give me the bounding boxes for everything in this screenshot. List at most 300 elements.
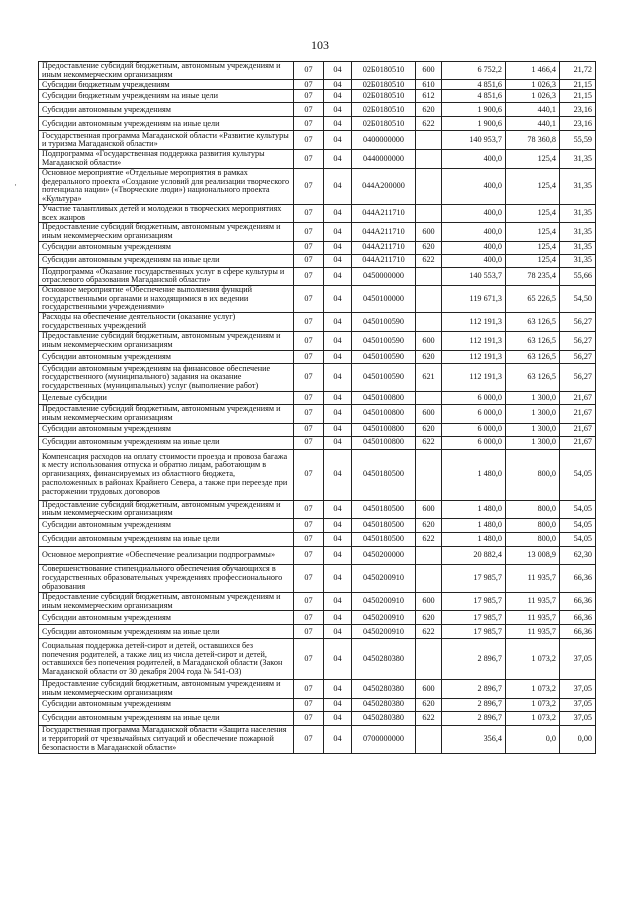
cell-target-article: 0450180500 — [352, 532, 416, 546]
cell-name: Государственная программа Магаданской области «Развитие культуры и туризма Магаданской области» — [39, 131, 294, 150]
cell-target-article: 0450200910 — [352, 564, 416, 592]
cell-expense-type: 610 — [416, 80, 442, 90]
table-row — [39, 286, 596, 313]
cell-expense-type — [416, 639, 442, 680]
cell-percent: 66,36 — [560, 592, 596, 610]
cell-percent: 21,67 — [560, 436, 596, 449]
cell-expense-type — [416, 392, 442, 405]
cell-planned: 4 851,6 — [442, 90, 506, 103]
cell-subsection: 04 — [324, 500, 352, 518]
cell-percent: 37,05 — [560, 711, 596, 725]
table-row — [39, 423, 596, 436]
table-body — [39, 62, 596, 754]
cell-subsection: 04 — [324, 405, 352, 423]
cell-percent: 66,36 — [560, 564, 596, 592]
cell-expense-type — [416, 725, 442, 753]
cell-target-article: 0450280380 — [352, 680, 416, 698]
cell-percent: 37,05 — [560, 680, 596, 698]
cell-planned: 400,0 — [442, 168, 506, 204]
table-row — [39, 241, 596, 254]
cell-executed: 11 935,7 — [506, 592, 560, 610]
cell-expense-type — [416, 150, 442, 168]
cell-subsection: 04 — [324, 725, 352, 753]
cell-name: Компенсация расходов на оплату стоимости проезда и провоза багажа к месту использования отпуска и обратно лицам, работающим в организациях, финансируемых из областного бюджета, расположенных в районах Крайнего Севера, а также при переезде при расторжении трудовых договоров — [39, 449, 294, 500]
cell-section: 07 — [294, 698, 324, 711]
cell-subsection: 04 — [324, 518, 352, 532]
cell-section: 07 — [294, 405, 324, 423]
cell-target-article: 0450100000 — [352, 286, 416, 313]
cell-name: Субсидии автономным учреждениям — [39, 423, 294, 436]
cell-planned: 112 191,3 — [442, 313, 506, 332]
table-row — [39, 532, 596, 546]
table-row — [39, 625, 596, 639]
cell-name: Предоставление субсидий бюджетным, автономным учреждениям и иным некоммерческим организациям — [39, 500, 294, 518]
cell-subsection: 04 — [324, 332, 352, 351]
cell-name: Основное мероприятие «Обеспечение реализации подпрограммы» — [39, 546, 294, 564]
cell-executed: 1 026,3 — [506, 90, 560, 103]
table-row — [39, 80, 596, 90]
cell-name: Субсидии автономным учреждениям — [39, 518, 294, 532]
cell-target-article: 0700000000 — [352, 725, 416, 753]
cell-target-article: 02Б0180510 — [352, 62, 416, 80]
cell-planned: 6 000,0 — [442, 423, 506, 436]
cell-planned: 2 896,7 — [442, 711, 506, 725]
cell-target-article: 044A200000 — [352, 168, 416, 204]
cell-planned: 4 851,6 — [442, 80, 506, 90]
cell-section: 07 — [294, 223, 324, 241]
cell-executed: 11 935,7 — [506, 611, 560, 625]
cell-executed: 1 466,4 — [506, 62, 560, 80]
cell-expense-type: 600 — [416, 62, 442, 80]
cell-subsection: 04 — [324, 680, 352, 698]
cell-percent: 54,05 — [560, 518, 596, 532]
table-row — [39, 680, 596, 698]
cell-name: Предоставление субсидий бюджетным, автономным учреждениям и иным некоммерческим организациям — [39, 223, 294, 241]
cell-subsection: 04 — [324, 564, 352, 592]
cell-target-article: 02Б0180510 — [352, 117, 416, 131]
cell-percent: 21,67 — [560, 392, 596, 405]
cell-planned: 2 896,7 — [442, 680, 506, 698]
cell-name: Субсидии автономным учреждениям на иные цели — [39, 254, 294, 267]
cell-target-article: 0450100800 — [352, 436, 416, 449]
cell-target-article: 0450000000 — [352, 267, 416, 285]
cell-percent: 31,35 — [560, 204, 596, 222]
cell-percent: 31,35 — [560, 241, 596, 254]
cell-executed: 11 935,7 — [506, 564, 560, 592]
cell-name: Предоставление субсидий бюджетным, автономным учреждениям и иным некоммерческим организациям — [39, 332, 294, 351]
cell-planned: 2 896,7 — [442, 639, 506, 680]
cell-planned: 1 480,0 — [442, 500, 506, 518]
cell-subsection: 04 — [324, 117, 352, 131]
cell-planned: 1 900,6 — [442, 103, 506, 117]
cell-planned: 6 000,0 — [442, 405, 506, 423]
cell-subsection: 04 — [324, 254, 352, 267]
cell-section: 07 — [294, 625, 324, 639]
cell-expense-type — [416, 131, 442, 150]
cell-subsection: 04 — [324, 267, 352, 285]
cell-planned: 400,0 — [442, 254, 506, 267]
cell-percent: 54,05 — [560, 449, 596, 500]
cell-section: 07 — [294, 241, 324, 254]
table-row — [39, 546, 596, 564]
cell-planned: 6 000,0 — [442, 392, 506, 405]
cell-name: Субсидии автономным учреждениям — [39, 611, 294, 625]
cell-section: 07 — [294, 332, 324, 351]
cell-executed: 1 073,2 — [506, 639, 560, 680]
cell-subsection: 04 — [324, 103, 352, 117]
cell-executed: 800,0 — [506, 518, 560, 532]
cell-name: Основное мероприятие «Отдельные мероприятия в рамках федерального проекта «Создание условий для реализации творческого потенциала нации» («Творческие люди») национального проекта «Культура» — [39, 168, 294, 204]
cell-target-article: 0450180500 — [352, 449, 416, 500]
cell-section: 07 — [294, 150, 324, 168]
cell-executed: 125,4 — [506, 150, 560, 168]
table-row — [39, 313, 596, 332]
cell-subsection: 04 — [324, 449, 352, 500]
cell-executed: 1 300,0 — [506, 436, 560, 449]
table-row — [39, 449, 596, 500]
cell-section: 07 — [294, 518, 324, 532]
cell-expense-type: 600 — [416, 592, 442, 610]
table-row — [39, 254, 596, 267]
cell-expense-type: 620 — [416, 103, 442, 117]
cell-expense-type: 612 — [416, 90, 442, 103]
cell-executed: 1 300,0 — [506, 392, 560, 405]
cell-target-article: 044A211710 — [352, 241, 416, 254]
cell-planned: 112 191,3 — [442, 351, 506, 364]
cell-planned: 356,4 — [442, 725, 506, 753]
cell-name: Субсидии автономным учреждениям на иные цели — [39, 117, 294, 131]
scan-dot: · — [14, 180, 17, 190]
cell-executed: 1 073,2 — [506, 680, 560, 698]
cell-executed: 125,4 — [506, 168, 560, 204]
cell-subsection: 04 — [324, 90, 352, 103]
cell-section: 07 — [294, 592, 324, 610]
cell-planned: 400,0 — [442, 150, 506, 168]
cell-target-article: 0450100590 — [352, 351, 416, 364]
cell-planned: 6 000,0 — [442, 436, 506, 449]
cell-target-article: 0450100590 — [352, 313, 416, 332]
cell-executed: 78 235,4 — [506, 267, 560, 285]
table-row — [39, 150, 596, 168]
cell-planned: 1 480,0 — [442, 532, 506, 546]
cell-target-article: 02Б0180510 — [352, 90, 416, 103]
cell-name: Предоставление субсидий бюджетным, автономным учреждениям и иным некоммерческим организациям — [39, 62, 294, 80]
cell-section: 07 — [294, 680, 324, 698]
cell-name: Субсидии автономным учреждениям — [39, 241, 294, 254]
cell-target-article: 0440000000 — [352, 150, 416, 168]
cell-executed: 1 026,3 — [506, 80, 560, 90]
cell-section: 07 — [294, 80, 324, 90]
cell-executed: 13 008,9 — [506, 546, 560, 564]
cell-target-article: 0450280380 — [352, 639, 416, 680]
cell-name: Субсидии автономным учреждениям — [39, 103, 294, 117]
cell-name: Участие талантливых детей и молодежи в творческих мероприятиях всех жанров — [39, 204, 294, 222]
cell-name: Социальная поддержка детей-сирот и детей, оставшихся без попечения родителей, а также лиц из числа детей-сирот и детей, оставшихся без попечения родителей, в Магаданской области (Закон Магаданской области от 30 декабря 2004 года № 541-ОЗ) — [39, 639, 294, 680]
cell-target-article: 0450200000 — [352, 546, 416, 564]
cell-target-article: 0450200910 — [352, 625, 416, 639]
cell-subsection: 04 — [324, 351, 352, 364]
table-row — [39, 405, 596, 423]
cell-executed: 125,4 — [506, 254, 560, 267]
cell-percent: 56,27 — [560, 332, 596, 351]
cell-target-article: 02Б0180510 — [352, 80, 416, 90]
cell-expense-type — [416, 564, 442, 592]
cell-section: 07 — [294, 254, 324, 267]
cell-subsection: 04 — [324, 625, 352, 639]
cell-percent: 21,67 — [560, 423, 596, 436]
cell-name: Субсидии автономным учреждениям на иные цели — [39, 625, 294, 639]
cell-section: 07 — [294, 117, 324, 131]
cell-percent: 37,05 — [560, 698, 596, 711]
cell-section: 07 — [294, 546, 324, 564]
table-row — [39, 131, 596, 150]
table-row — [39, 500, 596, 518]
table-row — [39, 90, 596, 103]
table-row — [39, 332, 596, 351]
cell-subsection: 04 — [324, 364, 352, 392]
cell-percent: 54,05 — [560, 500, 596, 518]
cell-target-article: 0450180500 — [352, 500, 416, 518]
cell-percent: 56,27 — [560, 313, 596, 332]
cell-section: 07 — [294, 423, 324, 436]
cell-section: 07 — [294, 168, 324, 204]
cell-planned: 6 752,2 — [442, 62, 506, 80]
cell-name: Основное мероприятие «Обеспечение выполнения функций государственными органами и находящимися в их ведении государственными учреждениями» — [39, 286, 294, 313]
cell-executed: 63 126,5 — [506, 364, 560, 392]
cell-executed: 65 226,5 — [506, 286, 560, 313]
cell-subsection: 04 — [324, 131, 352, 150]
cell-executed: 125,4 — [506, 223, 560, 241]
cell-subsection: 04 — [324, 286, 352, 313]
cell-subsection: 04 — [324, 223, 352, 241]
cell-name: Субсидии автономным учреждениям на иные цели — [39, 532, 294, 546]
cell-executed: 63 126,5 — [506, 351, 560, 364]
cell-percent: 31,35 — [560, 150, 596, 168]
cell-executed: 440,1 — [506, 103, 560, 117]
cell-expense-type: 620 — [416, 423, 442, 436]
cell-name: Расходы на обеспечение деятельности (оказание услуг) государственных учреждений — [39, 313, 294, 332]
cell-expense-type: 620 — [416, 518, 442, 532]
cell-percent: 37,05 — [560, 639, 596, 680]
cell-target-article: 0450100800 — [352, 423, 416, 436]
cell-subsection: 04 — [324, 592, 352, 610]
cell-subsection: 04 — [324, 611, 352, 625]
cell-executed: 11 935,7 — [506, 625, 560, 639]
cell-section: 07 — [294, 62, 324, 80]
table-row — [39, 392, 596, 405]
cell-section: 07 — [294, 436, 324, 449]
cell-planned: 17 985,7 — [442, 564, 506, 592]
cell-subsection: 04 — [324, 241, 352, 254]
table-row — [39, 103, 596, 117]
table-row — [39, 364, 596, 392]
cell-percent: 21,67 — [560, 405, 596, 423]
cell-target-article: 0450100590 — [352, 332, 416, 351]
cell-expense-type: 620 — [416, 241, 442, 254]
cell-expense-type: 622 — [416, 711, 442, 725]
cell-name: Подпрограмма «Государственная поддержка развития культуры Магаданской области» — [39, 150, 294, 168]
cell-expense-type — [416, 449, 442, 500]
cell-expense-type: 622 — [416, 532, 442, 546]
cell-section: 07 — [294, 364, 324, 392]
cell-name: Государственная программа Магаданской области «Защита населения и территорий от чрезвычайных ситуаций и обеспечение пожарной безопасности в Магаданской области» — [39, 725, 294, 753]
cell-executed: 440,1 — [506, 117, 560, 131]
cell-name: Субсидии автономным учреждениям на иные цели — [39, 436, 294, 449]
cell-percent: 31,35 — [560, 254, 596, 267]
cell-target-article: 02Б0180510 — [352, 103, 416, 117]
cell-executed: 125,4 — [506, 241, 560, 254]
cell-planned: 112 191,3 — [442, 364, 506, 392]
table-row — [39, 725, 596, 753]
cell-planned: 17 985,7 — [442, 611, 506, 625]
cell-section: 07 — [294, 204, 324, 222]
table-row — [39, 698, 596, 711]
cell-target-article: 044A211710 — [352, 223, 416, 241]
cell-executed: 1 300,0 — [506, 405, 560, 423]
cell-name: Предоставление субсидий бюджетным, автономным учреждениям и иным некоммерческим организациям — [39, 592, 294, 610]
cell-planned: 17 985,7 — [442, 625, 506, 639]
cell-planned: 20 882,4 — [442, 546, 506, 564]
table-row — [39, 436, 596, 449]
cell-expense-type: 622 — [416, 117, 442, 131]
cell-planned: 1 480,0 — [442, 449, 506, 500]
cell-subsection: 04 — [324, 423, 352, 436]
cell-name: Субсидии автономным учреждениям на иные цели — [39, 711, 294, 725]
cell-planned: 119 671,3 — [442, 286, 506, 313]
cell-executed: 0,0 — [506, 725, 560, 753]
cell-section: 07 — [294, 90, 324, 103]
cell-executed: 1 073,2 — [506, 698, 560, 711]
cell-name: Предоставление субсидий бюджетным, автономным учреждениям и иным некоммерческим организациям — [39, 680, 294, 698]
cell-percent: 21,15 — [560, 80, 596, 90]
cell-percent: 55,66 — [560, 267, 596, 285]
cell-expense-type: 600 — [416, 680, 442, 698]
cell-section: 07 — [294, 639, 324, 680]
cell-planned: 140 553,7 — [442, 267, 506, 285]
cell-executed: 63 126,5 — [506, 332, 560, 351]
cell-percent: 31,35 — [560, 223, 596, 241]
cell-name: Субсидии бюджетным учреждениям — [39, 80, 294, 90]
cell-percent: 55,59 — [560, 131, 596, 150]
cell-subsection: 04 — [324, 313, 352, 332]
cell-name: Целевые субсидии — [39, 392, 294, 405]
cell-executed: 800,0 — [506, 449, 560, 500]
cell-executed: 1 300,0 — [506, 423, 560, 436]
table-row — [39, 611, 596, 625]
cell-section: 07 — [294, 351, 324, 364]
cell-expense-type: 600 — [416, 223, 442, 241]
cell-target-article: 0450280380 — [352, 711, 416, 725]
cell-expense-type: 620 — [416, 351, 442, 364]
cell-percent: 21,72 — [560, 62, 596, 80]
table-row — [39, 351, 596, 364]
cell-section: 07 — [294, 725, 324, 753]
cell-target-article: 0450280380 — [352, 698, 416, 711]
cell-section: 07 — [294, 103, 324, 117]
table-row — [39, 564, 596, 592]
cell-subsection: 04 — [324, 168, 352, 204]
cell-expense-type — [416, 267, 442, 285]
table-row — [39, 592, 596, 610]
cell-expense-type: 600 — [416, 500, 442, 518]
cell-percent: 56,27 — [560, 364, 596, 392]
table-row — [39, 639, 596, 680]
cell-planned: 400,0 — [442, 223, 506, 241]
cell-percent: 23,16 — [560, 103, 596, 117]
cell-expense-type: 622 — [416, 436, 442, 449]
cell-percent: 54,05 — [560, 532, 596, 546]
cell-section: 07 — [294, 131, 324, 150]
table-row — [39, 267, 596, 285]
cell-planned: 140 953,7 — [442, 131, 506, 150]
cell-subsection: 04 — [324, 436, 352, 449]
table-row — [39, 168, 596, 204]
cell-target-article: 0450180500 — [352, 518, 416, 532]
page-number: 103 — [311, 38, 329, 52]
cell-subsection: 04 — [324, 532, 352, 546]
cell-planned: 17 985,7 — [442, 592, 506, 610]
cell-executed: 78 360,8 — [506, 131, 560, 150]
cell-name: Субсидии автономным учреждениям — [39, 698, 294, 711]
cell-expense-type: 622 — [416, 254, 442, 267]
cell-expense-type: 600 — [416, 405, 442, 423]
cell-subsection: 04 — [324, 80, 352, 90]
table-row — [39, 62, 596, 80]
cell-subsection: 04 — [324, 698, 352, 711]
cell-planned: 400,0 — [442, 204, 506, 222]
table-row — [39, 204, 596, 222]
cell-percent: 62,30 — [560, 546, 596, 564]
cell-expense-type — [416, 546, 442, 564]
table-row — [39, 223, 596, 241]
cell-target-article: 044A211710 — [352, 204, 416, 222]
cell-planned: 1 900,6 — [442, 117, 506, 131]
cell-section: 07 — [294, 267, 324, 285]
cell-percent: 66,36 — [560, 625, 596, 639]
cell-percent: 56,27 — [560, 351, 596, 364]
cell-expense-type — [416, 168, 442, 204]
cell-target-article: 0450200910 — [352, 592, 416, 610]
cell-planned: 400,0 — [442, 241, 506, 254]
cell-percent: 66,36 — [560, 611, 596, 625]
cell-expense-type — [416, 204, 442, 222]
cell-section: 07 — [294, 313, 324, 332]
cell-subsection: 04 — [324, 62, 352, 80]
cell-target-article: 0400000000 — [352, 131, 416, 150]
cell-section: 07 — [294, 532, 324, 546]
cell-executed: 63 126,5 — [506, 313, 560, 332]
cell-expense-type: 620 — [416, 611, 442, 625]
cell-name: Субсидии автономным учреждениям на финансовое обеспечение государственного (муниципального) задания на оказание государственных (муниципальных) услуг (выполнение работ) — [39, 364, 294, 392]
cell-expense-type: 622 — [416, 625, 442, 639]
cell-target-article: 0450100590 — [352, 364, 416, 392]
cell-executed: 125,4 — [506, 204, 560, 222]
cell-target-article: 0450100800 — [352, 392, 416, 405]
cell-target-article: 044A211710 — [352, 254, 416, 267]
cell-name: Подпрограмма «Оказание государственных услуг в сфере культуры и отраслевого образования Магаданской области» — [39, 267, 294, 285]
cell-percent: 31,35 — [560, 168, 596, 204]
cell-subsection: 04 — [324, 711, 352, 725]
cell-planned: 2 896,7 — [442, 698, 506, 711]
cell-target-article: 0450200910 — [352, 611, 416, 625]
table-row — [39, 711, 596, 725]
cell-expense-type — [416, 286, 442, 313]
cell-name: Совершенствование стипендиального обеспечения обучающихся в государственных образовательных учреждениях профессионального образования — [39, 564, 294, 592]
cell-subsection: 04 — [324, 150, 352, 168]
cell-section: 07 — [294, 449, 324, 500]
cell-subsection: 04 — [324, 204, 352, 222]
cell-expense-type — [416, 313, 442, 332]
